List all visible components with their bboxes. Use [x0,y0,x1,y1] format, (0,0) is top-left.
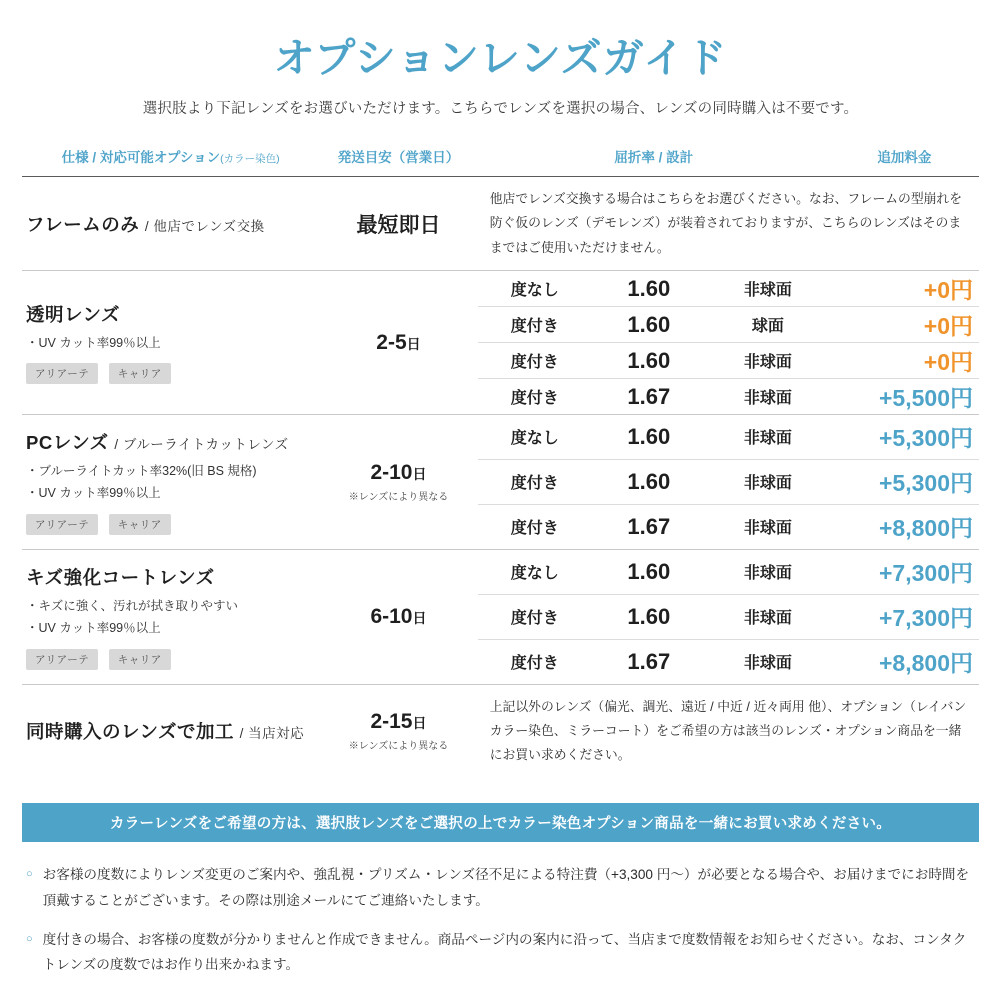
shipping-cell [319,271,478,415]
lens-name-cell [22,549,319,684]
lens-title-sub: / ブルーライトカットレンズ [114,437,289,453]
shipping-cell [319,415,478,550]
shipping-cell [319,177,478,271]
lens-options-table [22,140,979,777]
lens-tags [26,649,315,670]
table-row [22,684,979,777]
index-cell: 1.60 [627,558,671,584]
col-spec-label: 仕様 / 対応可能オプション [61,150,221,166]
lens-title-main: キズ強化コートレンズ [26,566,215,588]
power-cell: 度付き [478,639,592,684]
page-subtitle: 選択肢より下記レンズをお選びいただけます。こちらでレンズを選択の場合、レンズの同時購入は不要です。 [142,101,859,118]
design-cell: 非球面 [706,639,830,684]
index-cell: 1.67 [592,379,706,415]
lens-title-sub: / 他店でレンズ交換 [144,218,265,234]
lens-name-cell [22,684,319,777]
power-cell: 度付き [478,343,592,379]
lens-title-main: PCレンズ [26,432,109,454]
circle-bullet-icon: ○ [26,868,33,881]
lens-title-sub: / 当店対応 [239,726,305,741]
shipping-value: 2-10 [370,460,413,484]
list-item [22,927,979,977]
tag-carrier: キャリア [109,363,171,384]
shipping-unit: 日 [412,609,427,626]
lens-description: 他店でレンズ交換する場合はこちらをお選びください。なお、フレームの型崩れを防ぐ仮のレンズ（デモレンズ）が装着されておりますが、こちらのレンズはそのままではご使用いただけません。 [489,191,963,255]
lens-title [26,564,315,590]
index-cell: 1.67 [592,504,706,549]
col-shipping: 発送目安（営業日） [337,150,460,166]
index-cell: 1.60 [627,423,671,449]
lens-name-cell [22,271,319,415]
design-cell: 非球面 [706,459,830,504]
tag-ariate: アリアーテ [26,363,98,384]
design-cell: 非球面 [706,594,830,639]
description-cell [478,684,979,777]
index-cell: 1.60 [592,459,706,504]
index-cell: 1.60 [592,594,706,639]
shipping-value: 2-15 [370,710,413,733]
price-cell: +0円 [830,343,979,379]
price-cell: +5,300円 [879,425,973,452]
design-cell: 非球面 [743,430,792,448]
lens-bullet: ・UV カット率99％以上 [26,485,161,500]
price-cell: +8,800円 [830,639,979,684]
index-cell: 1.60 [592,343,706,379]
tag-ariate: アリアーテ [26,514,98,535]
price-cell: +7,300円 [830,594,979,639]
lens-title-main: フレームのみ [26,213,140,235]
table-row [22,271,979,307]
shipping-value: 6-10 [370,604,413,628]
index-cell: 1.67 [592,639,706,684]
shipping-value: 2-5 [376,330,407,354]
power-cell: 度なし [510,565,559,583]
price-cell: +8,800円 [830,504,979,549]
table-column-headers [22,140,979,177]
table-row [22,415,979,460]
power-cell: 度付き [478,594,592,639]
col-index: 屈折率 / 設計 [614,150,694,166]
tag-ariate: アリアーテ [26,649,98,670]
description-cell [478,177,979,271]
design-cell: 球面 [706,307,830,343]
power-cell: 度付き [478,307,592,343]
lens-bullet: ・UV カット率99％以上 [26,335,161,350]
shipping-value: 最短即日 [356,213,441,237]
power-cell: 度付き [478,459,592,504]
col-spec-sublabel: (カラー染色) [220,153,280,166]
col-price: 追加料金 [877,150,932,166]
design-cell: 非球面 [706,379,830,415]
tag-carrier: キャリア [109,649,171,670]
note-text: お客様の度数によりレンズ変更のご案内や、強乱視・プリズム・レンズ径不足による特注費（+3,300 円～）が必要となる場合や、お届けまでにお時間を頂戴することがございます。その際は別途メールにてご連絡いたします。 [42,867,970,908]
page-title: オプションレンズガイド [273,35,728,81]
note-text: 度付きの場合、お客様の度数が分かりませんと作成できません。商品ページ内の案内に沿って、当店まで度数情報をお知らせください。なお、コンタクトレンズの度数ではお作り出来かねます。 [42,931,967,972]
lens-bullet: ・キズに強く、汚れが拭き取りやすい [26,598,239,613]
price-cell: +5,300円 [830,459,979,504]
lens-title [26,301,315,327]
power-cell: 度付き [478,379,592,415]
power-cell: 度付き [478,504,592,549]
notes-list [22,862,979,977]
table-row [22,177,979,271]
col-spec [22,140,319,177]
lens-description: 上記以外のレンズ（偏光、調光、遠近 / 中近 / 近々両用 他）、オプション（レイバンカラー染色、ミラーコート）をご希望の方は該当のレンズ・オプション商品を一緒にお買い求めください。 [489,698,967,763]
lens-tags [26,363,315,384]
table-row [22,549,979,594]
price-cell: +0円 [923,277,973,304]
price-cell: +5,500円 [830,379,979,415]
lens-title [26,429,315,455]
circle-bullet-icon: ○ [26,932,33,945]
list-item [22,862,979,912]
shipping-unit: 日 [412,715,427,731]
lens-bullet: ・UV カット率99％以上 [26,620,161,635]
power-cell: 度なし [510,282,559,300]
shipping-unit: 日 [412,465,427,482]
design-cell: 非球面 [706,343,830,379]
lens-title [26,211,315,237]
design-cell: 非球面 [743,565,792,583]
color-lens-banner: カラーレンズをご希望の方は、選択肢レンズをご選択の上でカラー染色オプション商品を一緒にお買い求めください。 [22,803,979,842]
shipping-note: ※レンズにより異なる [348,741,449,752]
lens-title-main: 透明レンズ [26,303,120,325]
design-cell: 非球面 [743,282,792,300]
tag-carrier: キャリア [109,514,171,535]
price-cell: +7,300円 [879,560,973,587]
price-cell: +0円 [830,307,979,343]
lens-tags [26,514,315,535]
shipping-note: ※レンズにより異なる [348,491,449,503]
lens-name-cell [22,177,319,271]
shipping-cell [319,549,478,684]
lens-title [26,718,315,744]
design-cell: 非球面 [706,504,830,549]
power-cell: 度なし [510,430,559,448]
lens-name-cell [22,415,319,550]
lens-title-main: 同時購入のレンズで加工 [26,721,234,742]
index-cell: 1.60 [627,275,671,301]
shipping-unit: 日 [406,335,421,352]
index-cell: 1.60 [592,307,706,343]
shipping-cell [319,684,478,777]
lens-bullet: ・ブルーライトカット率32%(旧 BS 規格) [26,464,257,479]
